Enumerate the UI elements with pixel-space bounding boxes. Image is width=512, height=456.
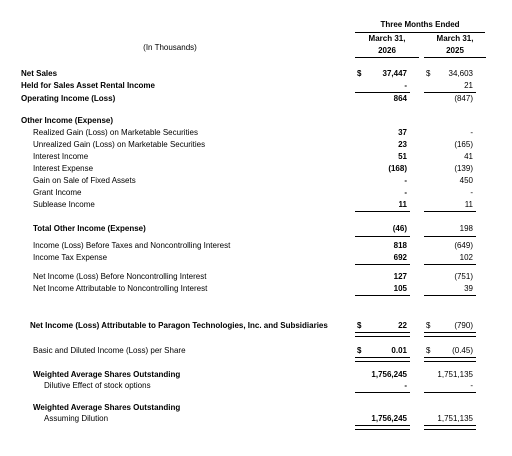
value-2026: 0.01	[391, 346, 407, 355]
row-label: Sublease Income	[33, 200, 95, 209]
total-double-rule-2026	[355, 332, 410, 337]
row-label: Income Tax Expense	[33, 253, 108, 262]
value-2026: 127	[393, 272, 407, 281]
row-label: Realized Gain (Loss) on Marketable Securities	[33, 128, 198, 137]
period-heading: Three Months Ended	[380, 20, 460, 29]
value-2025: 450	[459, 176, 473, 185]
subtotal-rule-2025	[424, 92, 476, 93]
value-2025: (649)	[454, 241, 473, 250]
row-label: Income (Loss) Before Taxes and Noncontrolling Interest	[33, 241, 231, 250]
subtotal-rule-2025	[424, 236, 476, 237]
currency-symbol: $	[357, 69, 362, 78]
col-2026-year: 2026	[378, 46, 396, 55]
row-label: Unrealized Gain (Loss) on Marketable Securities	[33, 140, 206, 149]
subtotal-rule-2026	[355, 92, 410, 93]
value-2025: (751)	[454, 272, 473, 281]
value-2025: 11	[464, 200, 473, 209]
row-label: Weighted Average Shares Outstanding	[33, 370, 181, 379]
value-2026: 692	[393, 253, 407, 262]
row-label: Net Income (Loss) Attributable to Paragon Technologies, Inc. and Subsidiaries	[30, 321, 328, 330]
value-2026: 1,756,245	[371, 414, 407, 423]
value-2026: 37,447	[382, 69, 407, 78]
subtotal-rule-2025	[424, 295, 476, 296]
value-2026: 23	[398, 140, 407, 149]
row-label: Assuming Dilution	[44, 414, 109, 423]
value-2025: (847)	[454, 94, 473, 103]
row-label: Basic and Diluted Income (Loss) per Share	[33, 346, 186, 355]
currency-symbol: $	[426, 69, 431, 78]
value-2026: -	[404, 176, 407, 185]
value-2026: (168)	[388, 164, 407, 173]
value-2026: -	[404, 188, 407, 197]
value-2026: -	[404, 381, 407, 390]
total-double-rule-2025	[424, 332, 476, 337]
value-2025: (0.45)	[452, 346, 473, 355]
col-2025-year: 2025	[446, 46, 464, 55]
currency-symbol: $	[357, 321, 362, 330]
total-double-rule-2026	[355, 357, 410, 362]
value-2025: 39	[464, 284, 473, 293]
subtotal-rule-2026	[355, 211, 410, 212]
value-2025: -	[470, 381, 473, 390]
value-2026: 818	[393, 241, 407, 250]
value-2025: (139)	[454, 164, 473, 173]
row-label: Net Income (Loss) Before Noncontrolling Interest	[33, 272, 207, 281]
col-2025-line1: March 31,	[436, 34, 474, 43]
value-2025: -	[470, 188, 473, 197]
row-label: Operating Income (Loss)	[21, 94, 116, 103]
subtotal-rule-2026	[355, 264, 410, 265]
subtotal-rule-2026	[355, 392, 410, 393]
row-label: Interest Expense	[33, 164, 94, 173]
value-2025: 1,751,135	[437, 414, 473, 423]
total-double-rule-2025	[424, 425, 476, 430]
subtotal-rule-2025	[424, 211, 476, 212]
col-2025-header-underline	[424, 57, 486, 58]
period-underline	[355, 32, 485, 33]
currency-symbol: $	[357, 346, 362, 355]
subtotal-rule-2025	[424, 392, 476, 393]
value-2026: 864	[393, 94, 407, 103]
value-2025: 1,751,135	[437, 370, 473, 379]
row-label: Total Other Income (Expense)	[33, 224, 146, 233]
subtotal-rule-2026	[355, 236, 410, 237]
section-heading: Other Income (Expense)	[21, 116, 114, 125]
value-2025: 34,603	[448, 69, 473, 78]
value-2026: 37	[398, 128, 407, 137]
currency-symbol: $	[426, 321, 431, 330]
value-2025: (790)	[454, 321, 473, 330]
row-label: Held for Sales Asset Rental Income	[21, 81, 155, 90]
currency-symbol: $	[426, 346, 431, 355]
value-2026: 51	[398, 152, 407, 161]
units-note: (In Thousands)	[143, 43, 197, 52]
value-2026: -	[404, 81, 407, 90]
value-2026: 105	[393, 284, 407, 293]
value-2025: 198	[459, 224, 473, 233]
subtotal-rule-2026	[355, 295, 410, 296]
value-2026: 11	[398, 200, 407, 209]
value-2026: 22	[398, 321, 407, 330]
row-label: Gain on Sale of Fixed Assets	[33, 176, 136, 185]
subtotal-rule-2025	[424, 264, 476, 265]
value-2026: 1,756,245	[371, 370, 407, 379]
value-2025: 21	[464, 81, 473, 90]
total-double-rule-2025	[424, 357, 476, 362]
row-label: Dilutive Effect of stock options	[44, 381, 151, 390]
value-2025: 102	[459, 253, 473, 262]
col-2026-header-underline	[355, 57, 419, 58]
row-label: Interest Income	[33, 152, 89, 161]
value-2025: (165)	[454, 140, 473, 149]
value-2025: -	[470, 128, 473, 137]
row-label: Net Income Attributable to Noncontrolling Interest	[33, 284, 208, 293]
row-label: Grant Income	[33, 188, 82, 197]
col-2026-line1: March 31,	[368, 34, 406, 43]
row-label: Net Sales	[21, 69, 58, 78]
value-2026: (46)	[392, 224, 407, 233]
total-double-rule-2026	[355, 425, 410, 430]
value-2025: 41	[464, 152, 473, 161]
row-label: Weighted Average Shares Outstanding	[33, 403, 181, 412]
